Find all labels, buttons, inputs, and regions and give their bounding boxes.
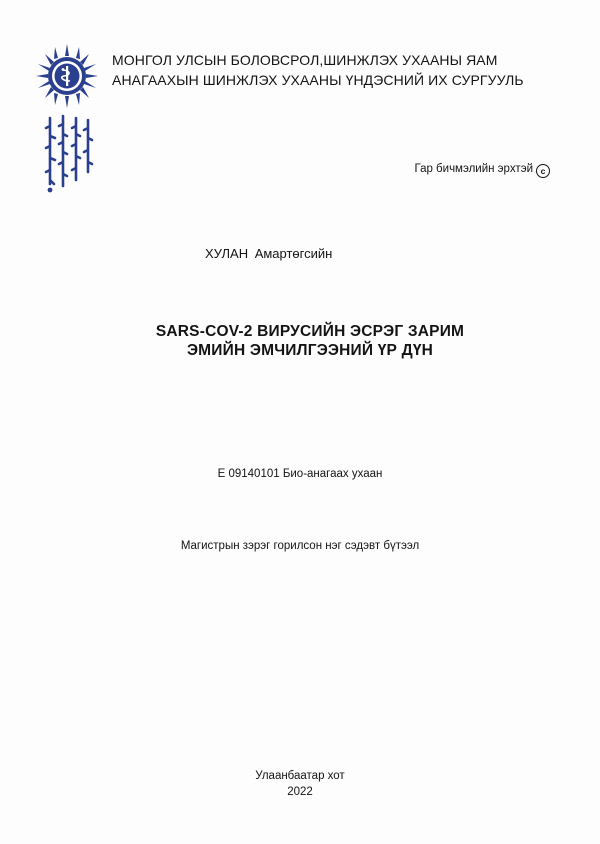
city: Улаанбаатар хот	[255, 770, 345, 782]
institution-header	[112, 50, 582, 90]
degree-statement: Магистрын зэрэг горилсон нэг сэдэвт бүтээл	[180, 540, 420, 552]
place-and-year	[0, 768, 600, 800]
university-seal-icon	[36, 44, 98, 194]
university-logo	[36, 44, 98, 194]
thesis-title	[150, 322, 470, 360]
author-name: ХУЛАН Амартөгсийн	[205, 246, 333, 261]
thesis-title-line-2: ЭМИЙН ЭМЧИЛГЭЭНИЙ ҮР ДҮН	[186, 342, 434, 359]
ministry-name: МОНГОЛ УЛСЫН БОЛОВСРОЛ,ШИНЖЛЭХ УХААНЫ ЯАМ	[112, 52, 498, 68]
copyright-label: Гар бичмэлийн эрхтэй	[414, 163, 533, 175]
thesis-title-line-1: SARS-COV-2 ВИРУСИЙН ЭСРЭГ ЗАРИМ	[155, 323, 465, 340]
mongolian-script-icon	[46, 116, 92, 186]
specialty-code: Е 09140101 Био-анагаах ухаан	[217, 468, 383, 480]
university-name: АНАГААХЫН ШИНЖЛЭХ УХААНЫ ҮНДЭСНИЙ ИХ СУРГУУЛЬ	[112, 72, 524, 88]
copyright-icon: c	[536, 164, 550, 178]
year: 2022	[287, 786, 313, 798]
copyright-notice	[414, 163, 550, 178]
